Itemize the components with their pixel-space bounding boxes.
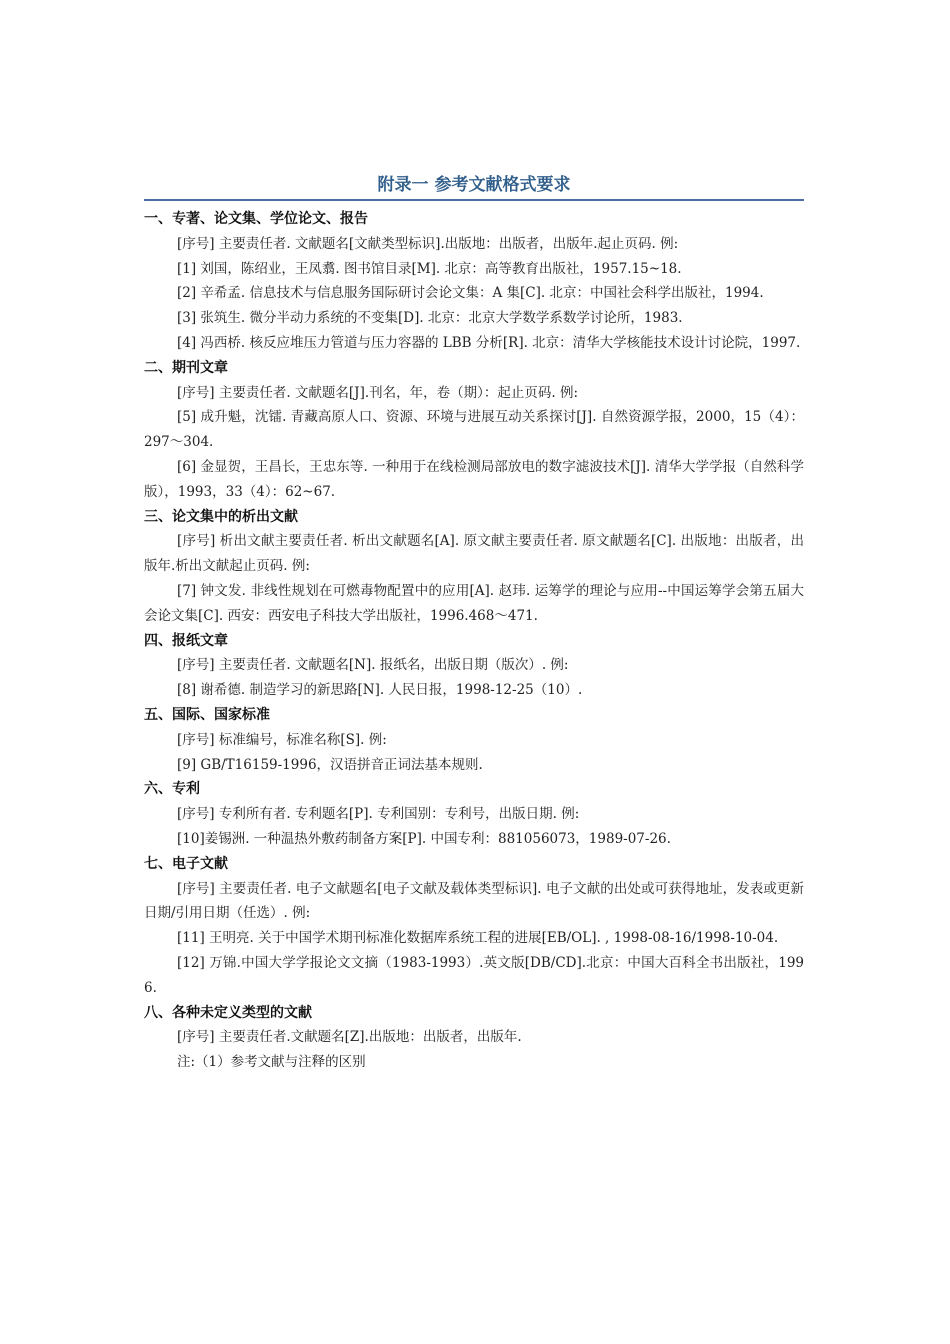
format-rule: [序号] 主要责任者. 电子文献题名[电子文献及载体类型标识]. 电子文献的出处或可获得地址，发表或更新日期/引用日期（任选）. 例: <box>144 880 804 922</box>
section-heading: 五、国际、国家标准 <box>144 706 270 723</box>
reference-example: [4] 冯西桥. 核反应堆压力管道与压力容器的 LBB 分析[R]. 北京：清华大学核能技术设计讨论院，1997. <box>177 334 801 351</box>
reference-example: [6] 金显贺，王昌长，王忠东等. 一种用于在线检测局部放电的数字滤波技术[J]. 清华大学学报（自然科学版），1993，33（4）：62~67. <box>144 458 804 500</box>
reference-example: [3] 张筑生. 微分半动力系统的不变集[D]. 北京：北京大学数学系数学讨论所，1983. <box>177 310 683 327</box>
format-rule: [序号] 主要责任者. 文献题名[J].刊名，年，卷（期）：起止页码. 例: <box>177 384 579 401</box>
section-heading: 二、期刊文章 <box>144 359 228 376</box>
format-rule: [序号] 专利所有者. 专利题名[P]. 专利国别：专利号，出版日期. 例: <box>177 806 580 823</box>
format-rule: [序号] 主要责任者. 文献题名[N]. 报纸名，出版日期（版次）. 例: <box>177 657 569 674</box>
section-newspapers <box>144 629 804 703</box>
reference-example: [7] 钟文发. 非线性规划在可燃毒物配置中的应用[A]. 赵玮. 运筹学的理论与应用--中国运筹学会第五届大会论文集[C]. 西安：西安电子科技大学出版社，1996.468～471. <box>144 582 804 624</box>
reference-example: [10]姜锡洲. 一种温热外敷药制备方案[P]. 中国专利：881056073，1989-07-26. <box>177 830 671 847</box>
section-electronic <box>144 852 804 1001</box>
section-heading: 一、专著、论文集、学位论文、报告 <box>144 211 368 227</box>
section-proceedings <box>144 505 804 629</box>
section-undefined <box>144 1001 804 1075</box>
section-heading: 八、各种未定义类型的文献 <box>144 1004 312 1021</box>
note: 注:（1）参考文献与注释的区别 <box>177 1054 366 1071</box>
reference-example: [11] 王明亮. 关于中国学术期刊标准化数据库系统工程的进展[EB/OL]. , 1998-08-16/1998-10-04. <box>177 930 779 947</box>
format-rule: [序号] 主要责任者.文献题名[Z].出版地：出版者，出版年. <box>177 1029 522 1046</box>
reference-example: [8] 谢希德. 制造学习的新思路[N]. 人民日报，1998-12-25（10）. <box>177 682 583 699</box>
section-heading: 四、报纸文章 <box>144 632 228 649</box>
format-rule: [序号] 主要责任者. 文献题名[文献类型标识].出版地：出版者，出版年.起止页码. 例: <box>177 235 679 252</box>
section-heading: 六、专利 <box>144 781 200 798</box>
format-rule: [序号] 析出文献主要责任者. 析出文献题名[A]. 原文献主要责任者. 原文献题名[C]. 出版地：出版者，出版年.析出文献起止页码. 例: <box>144 533 804 575</box>
document-content <box>144 172 804 1075</box>
section-patents <box>144 777 804 851</box>
section-heading: 七、电子文献 <box>144 855 228 872</box>
reference-example: [5] 成升魁，沈镭. 青藏高原人口、资源、环境与进展互动关系探讨[J]. 自然资源学报，2000，15（4）：297～304. <box>144 409 804 451</box>
reference-example: [9] GB/T16159-1996，汉语拼音正词法基本规则. <box>177 756 483 773</box>
reference-example: [2] 辛希孟. 信息技术与信息服务国际研讨会论文集：A 集[C]. 北京：中国社会科学出版社，1994. <box>177 285 764 302</box>
page-title: 附录一 参考文献格式要求 <box>144 172 804 201</box>
format-rule: [序号] 标准编号，标准名称[S]. 例: <box>177 731 387 748</box>
section-heading: 三、论文集中的析出文献 <box>144 508 298 525</box>
reference-example: [12] 万锦.中国大学学报论文文摘（1983-1993）.英文版[DB/CD].北京：中国大百科全书出版社，1996. <box>144 954 804 996</box>
reference-example: [1] 刘国，陈绍业，王凤翥. 图书馆目录[M]. 北京：高等教育出版社，1957.15~18. <box>177 260 682 277</box>
section-standards <box>144 703 804 777</box>
section-monographs <box>144 207 804 356</box>
section-journals <box>144 356 804 505</box>
